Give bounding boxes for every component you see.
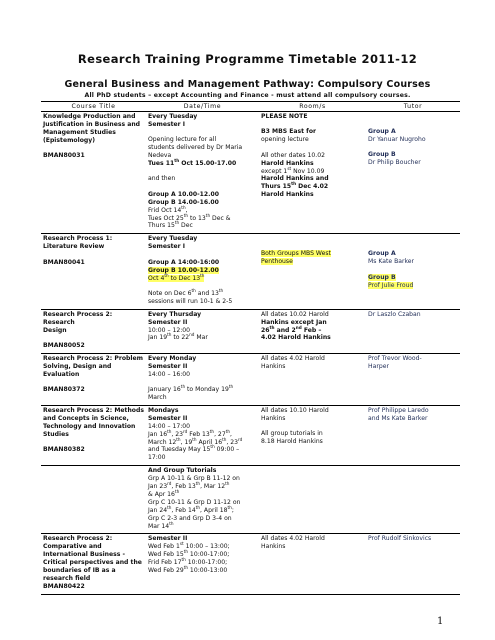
course-title-cell (41, 112, 146, 234)
date-line: Semester II (148, 535, 188, 543)
header-tutor: Tutor (366, 102, 460, 112)
table-row (41, 112, 460, 234)
course-line: Technology and Innovation (43, 422, 136, 430)
tutor-line: Ms Kate Barker (368, 258, 415, 266)
date-line: and Tuesday May 15th 09:00 – (148, 444, 240, 454)
timetable-body (41, 112, 460, 595)
date-line: Semester II (148, 414, 188, 422)
tutor-line: Harper (368, 362, 389, 370)
room-line: All dates 10.02 Harold (261, 310, 329, 318)
date-time-cell (146, 234, 259, 309)
date-line: Opening lecture for all (148, 136, 217, 144)
date-line: Semester II (148, 362, 188, 370)
room-line: All dates 4.02 Harold (261, 535, 325, 543)
room-line (261, 121, 364, 129)
room-line: Hankins (261, 362, 286, 370)
course-line: BMAN80382 (43, 446, 85, 453)
date-time-cell (146, 466, 259, 534)
tutor-line: Dr Yanuar Nugroho (368, 135, 426, 143)
date-time-cell (146, 112, 259, 234)
date-line: Every Thursday (148, 310, 202, 318)
room-line: opening lecture (261, 136, 309, 144)
date-line: And Group Tutorials (148, 467, 217, 475)
room-cell (259, 405, 366, 465)
table-row (41, 353, 460, 405)
course-line: Justification in Business and (43, 120, 141, 128)
date-line: 10:00 – 12:00 (148, 326, 191, 334)
tutor-line: Prof Trevor Wood- (368, 354, 422, 362)
page-number: 1 (437, 616, 444, 627)
date-line: March 12th, 19th April 16th, 23rd (148, 436, 243, 446)
room-line: Hankins (261, 543, 286, 551)
date-line: Semester II (148, 318, 188, 326)
course-line: Comparative and (43, 543, 102, 551)
date-line: Every Tuesday (148, 113, 198, 120)
room-line: All other dates 10.02 (261, 151, 325, 159)
tutor-cell (366, 534, 460, 594)
course-line: Management Studies (43, 128, 116, 136)
room-line: B3 MBS East for (261, 128, 317, 136)
course-line: BMAN80372 (43, 386, 85, 394)
table-header-row (41, 102, 460, 112)
tutor-line: Group B (368, 273, 396, 281)
date-line: and then (148, 175, 176, 183)
room-line (261, 423, 364, 431)
room-line: All dates 4.02 Harold (261, 354, 325, 362)
tutor-line: and Ms Kate Barker (368, 414, 428, 422)
document-note: All PhD students – except Accounting and Finance - must attend all compulsory courses. (84, 92, 411, 99)
date-line (148, 282, 257, 290)
date-line: Note on Dec 6th and 13th (148, 287, 224, 297)
room-cell (259, 309, 366, 353)
course-line: Evaluation (43, 370, 80, 378)
date-line: Mondays (148, 406, 179, 414)
date-line: Group B 14.00-16.00 (148, 198, 219, 206)
room-line: PLEASE NOTE (261, 113, 308, 120)
table-row (41, 534, 460, 594)
date-line: January 16th to Monday 19th (148, 384, 234, 394)
room-line: 8.18 Harold Hankins (261, 438, 323, 446)
course-line: Research Process 2: (43, 535, 113, 543)
document-subtitle: General Business and Management Pathway: Compulsory Courses (64, 79, 431, 90)
tutor-line: Prof Julie Froud (368, 281, 414, 289)
date-line: Grp C 10-11 & Grp D 11-12 on (148, 498, 241, 506)
course-line: boundaries of IB as a (43, 567, 116, 575)
room-line (261, 243, 364, 251)
date-line: 14:00 – 17:00 (148, 422, 191, 430)
course-line (43, 145, 144, 153)
date-line: Grp A 10-11 & Grp B 11-12 on (148, 475, 240, 483)
date-line (148, 168, 257, 176)
room-cell (259, 466, 366, 534)
room-line: Both Groups MBS West (261, 250, 331, 258)
tutor-cell (366, 112, 460, 234)
room-line: Hankins (261, 414, 286, 422)
course-line: (Epistemology) (43, 136, 96, 144)
course-line: Literature Review (43, 243, 105, 251)
room-line: Harold Hankins and (261, 175, 329, 183)
table-row (41, 405, 460, 465)
tutor-line (368, 266, 458, 274)
room-cell (259, 353, 366, 405)
date-line: Nedeva (148, 152, 172, 160)
course-line: BMAN80031 (43, 152, 85, 160)
date-line: Oct 4th to Dec 13th (148, 272, 205, 282)
header-date-time: Date/Time (146, 102, 259, 112)
course-title-cell (41, 309, 146, 353)
date-line: Frid Oct 14th, (148, 204, 188, 214)
date-line: Tues Oct 25th to 13th Dec & (148, 212, 231, 222)
tutor-line: Dr Philip Boucher (368, 159, 421, 167)
timetable-table (41, 101, 460, 595)
room-cell (259, 534, 366, 594)
course-line: Studies (43, 430, 69, 438)
course-title-cell (41, 405, 146, 465)
date-line: Every Tuesday (148, 235, 198, 243)
date-time-cell (146, 353, 259, 405)
date-line: Mar 14th (148, 520, 174, 530)
date-line: students delivered by Dr Maria (148, 144, 243, 152)
course-title-cell (41, 466, 146, 534)
course-line: Knowledge Production and (43, 113, 136, 120)
course-line: BMAN80052 (43, 341, 85, 349)
date-line: Grp C 2-3 and Grp D 3-4 on (148, 514, 232, 522)
date-line: Jan 16th, 23rd Feb 13th, 27th, (148, 428, 232, 438)
course-line (43, 439, 144, 447)
date-line: Group A 14:00-16:00 (148, 258, 220, 266)
room-line (261, 235, 364, 243)
document-title: Research Training Programme Timetable 2011-12 (77, 52, 418, 66)
tutor-line: Group A (368, 128, 396, 135)
date-line: Every Monday (148, 354, 197, 362)
course-title-cell (41, 234, 146, 309)
room-line: Thurs 15th Dec 4.02 (261, 181, 329, 191)
course-line: Design (43, 326, 67, 334)
room-cell (259, 112, 366, 234)
date-time-cell (146, 534, 259, 594)
date-line: March (148, 393, 167, 401)
date-time-cell (146, 405, 259, 465)
course-line (43, 379, 144, 387)
tutor-line (368, 243, 458, 251)
date-line (148, 183, 257, 191)
date-line: Semester I (148, 120, 186, 128)
tutor-cell (366, 405, 460, 465)
tutor-line: Dr Laszlo Czaban (368, 310, 421, 318)
course-line: Research Process 2: Methods (43, 406, 144, 414)
tutor-cell (366, 234, 460, 309)
date-line: Wed Feb 15th 10:00-17:00; (148, 549, 230, 559)
header-rooms: Room/s (259, 102, 366, 112)
date-line: Group B 10.00-12.00 (148, 266, 219, 274)
date-line (148, 379, 257, 387)
tutor-cell (366, 309, 460, 353)
course-title-cell (41, 534, 146, 594)
date-line: Jan 23rd, Feb 13th, Mar 12th (148, 481, 230, 491)
course-line: Research Process 1: (43, 235, 113, 243)
room-line: Harold Hankins (261, 191, 314, 199)
date-line: 17:00 (148, 454, 166, 462)
course-line (43, 334, 144, 342)
course-line (43, 251, 144, 259)
date-line: Semester I (148, 243, 186, 251)
room-line: 26th and 2nd Feb – (261, 324, 322, 334)
table-row (41, 234, 460, 309)
tutor-line: Group B (368, 151, 396, 159)
course-line: and Concepts in Science, (43, 414, 129, 422)
tutor-line (368, 113, 458, 121)
course-line: Critical perspectives and the (43, 559, 142, 567)
tutor-cell (366, 466, 460, 534)
room-line: Hankins except Jan (261, 318, 327, 326)
course-line: BMAN80041 (43, 258, 85, 266)
date-line (148, 251, 257, 259)
date-line: Group A 10.00-12.00 (148, 190, 219, 198)
course-line: research field (43, 575, 91, 582)
date-line: & Apr 16th (148, 488, 180, 498)
course-line: Research Process 2: Problem (43, 354, 143, 362)
date-line: Jan 24th, Feb 14th, April 18th; (148, 504, 234, 514)
room-line: All dates 10.10 Harold (261, 406, 329, 414)
room-cell (259, 234, 366, 309)
date-line: Thurs 15th Dec (148, 220, 193, 230)
tutor-line (368, 121, 458, 129)
date-line (148, 129, 257, 137)
tutor-line (368, 144, 458, 152)
room-line: Penthouse (261, 258, 293, 266)
date-line: 14:00 – 16:00 (148, 370, 191, 378)
table-row (41, 309, 460, 353)
date-line: Tues 11th Oct 15.00-17.00 (148, 158, 237, 168)
header-course-title: Course Title (41, 102, 146, 112)
tutor-cell (366, 353, 460, 405)
course-line: Research Process 2: Research (43, 310, 113, 326)
course-line: International Business - (43, 551, 126, 559)
table-row (41, 466, 460, 534)
room-line (261, 144, 364, 152)
date-line: Wed Feb 29th 10:00-13:00 (148, 565, 228, 575)
room-line: All group tutorials in (261, 430, 323, 438)
tutor-line: Group A (368, 250, 396, 258)
course-title-cell (41, 353, 146, 405)
date-line: Frid Feb 17th 10:00-17:00; (148, 557, 228, 567)
tutor-line (368, 235, 458, 243)
tutor-line: Prof Rudolf Sinkovics (368, 535, 432, 543)
tutor-line: Prof Philippe Laredo (368, 406, 429, 414)
room-line: except 1st Nov 10.09 (261, 165, 325, 175)
room-line: 4.02 Harold Hankins (261, 334, 331, 342)
course-line: Solving, Design and (43, 362, 112, 370)
date-line: Wed Feb 1st 10:00 – 13:00; (148, 541, 230, 551)
room-line: Harold Hankins (261, 159, 314, 167)
date-time-cell (146, 309, 259, 353)
date-line: Jan 19th to 22nd Mar (148, 332, 208, 342)
date-line: sessions will run 10-1 & 2-5 (148, 297, 233, 305)
course-line: BMAN80422 (43, 582, 85, 590)
